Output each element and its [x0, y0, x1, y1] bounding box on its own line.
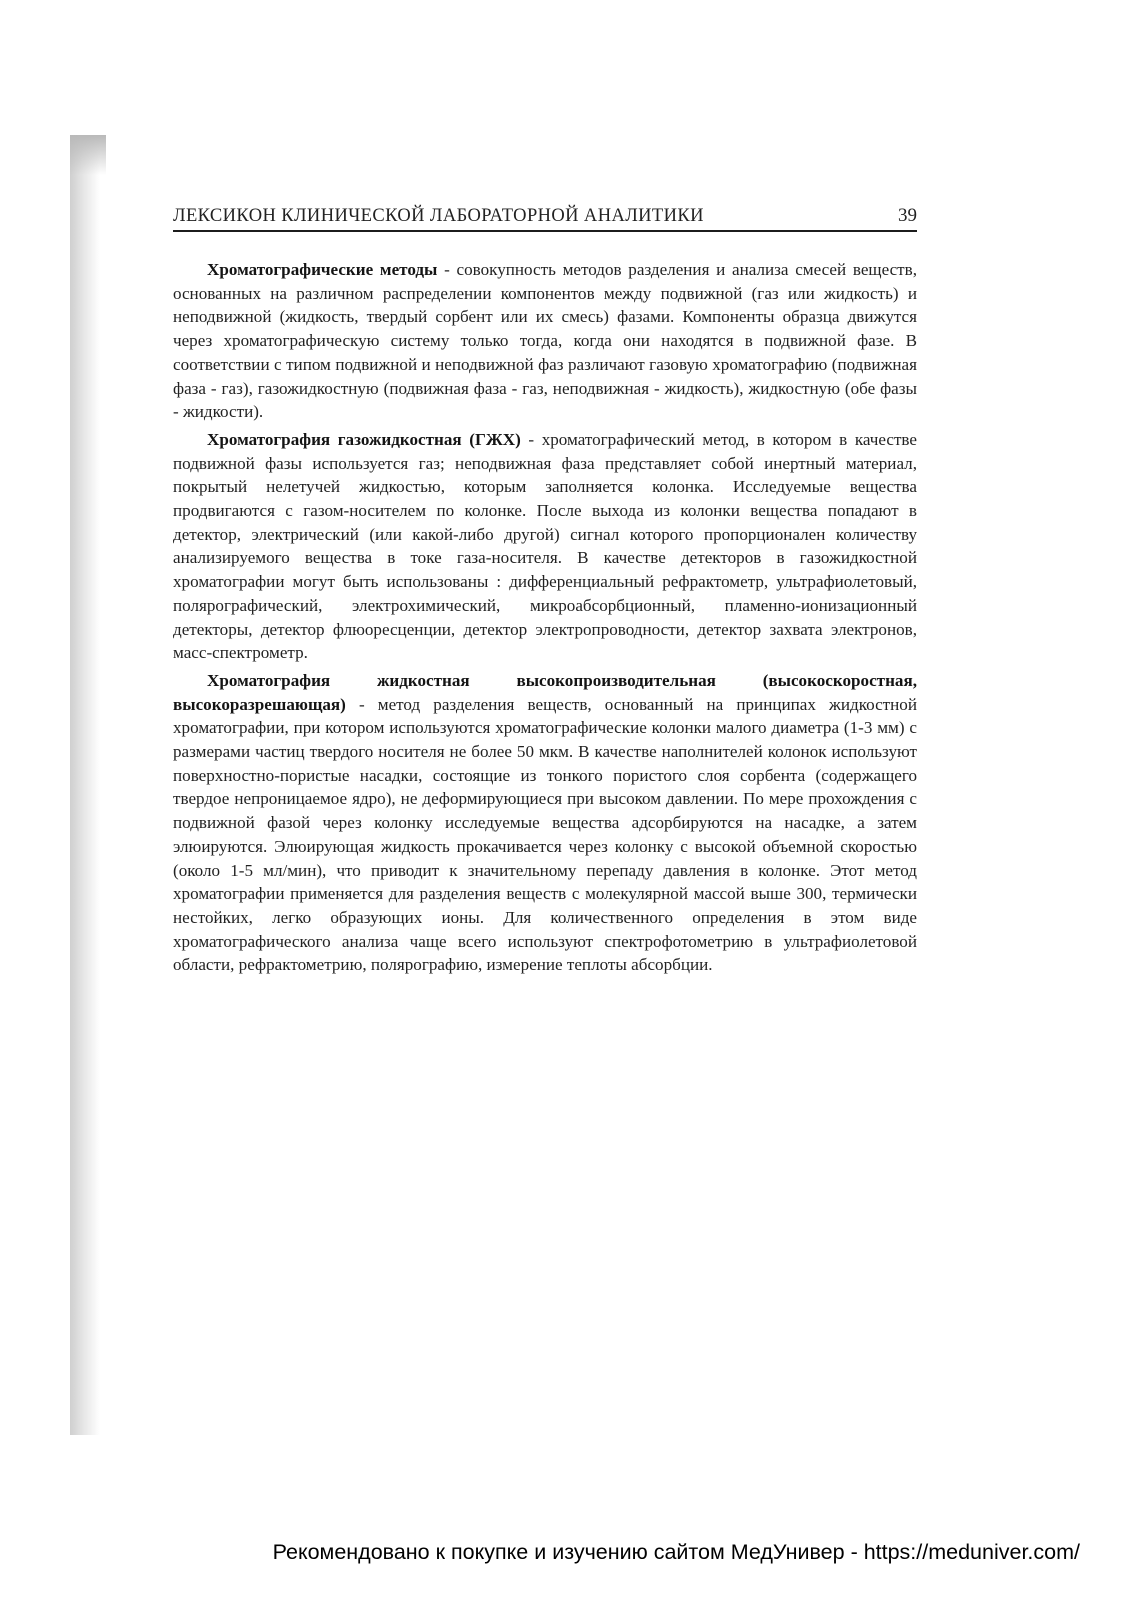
lexicon-entry — [173, 428, 917, 665]
entry-definition: - метод разделения веществ, основанный на принципах жидкостной хроматографии, при котором используются хроматографические колонки малого диаметра (1-3 мм) с размерами частиц твердого носителя не более 50 мкм. В качестве наполнителей колонок используют поверхностно-пористые насадки, состоящие из тонкого пористого слоя сорбента (содержащего твердое непроницаемое ядро), не деформирующиеся при высоком давлении. По мере прохождения с подвижной фазой через колонку исследуемые вещества адсорбируются на насадке, а затем элюируются. Элюирующая жидкость прокачивается через колонку с высокой объемной скоростью (около 1-5 мл/мин), что приводит к значительному перепаду давления в колонке. Этот метод хроматографии применяется для разделения веществ с молекулярной массой выше 300, термически нестойких, легко образующих ионы. Для количественного определения в этом виде хроматографического анализа чаще всего используют спектрофотометрию в ультрафиолетовой области, рефрактометрию, полярографию, измерение теплоты абсорбции. — [173, 694, 917, 975]
entry-term: Хроматографические методы — [207, 260, 438, 279]
lexicon-entry — [173, 669, 917, 977]
entry-definition: - хроматографический метод, в котором в качестве подвижной фазы используется газ; неподвижная фаза представляет собой инертный материал, покрытый нелетучей жидкостью, которым заполняется колонка. Исследуемые вещества продвигаются с газом-носителем по колонке. После выхода из колонки вещества попадают в детектор, электрический (или какой-либо другой) сигнал которого пропорционален количеству анализируемого вещества в токе газа-носителя. В качестве детекторов в газожидкостной хроматографии могут быть использованы : дифференциальный рефрактометр, ультрафиолетовый, полярографический, электрохимический, микроабсорбционный, пламенно-ионизационный детекторы, детектор флюоресценции, детектор электропроводности, детектор захвата электронов, масс-спектрометр. — [173, 429, 917, 663]
page-corner-shadow — [70, 135, 106, 175]
entry-definition: - совокупность методов разделения и анализа смесей веществ, основанных на различном распределении компонентов между подвижной (газ или жидкость) и неподвижной (жидкость, твердый сорбент или их смесь) фазами. Компоненты образца движутся через хроматографическую систему только тогда, когда они находятся в подвижной фазе. В соответствии с типом подвижной и неподвижной фаз различают газовую хроматографию (подвижная фаза - газ), газожидкостную (подвижная фаза - газ, неподвижная - жидкость), жидкостную (обе фазы - жидкости). — [173, 260, 917, 422]
book-page — [173, 205, 917, 977]
lexicon-entry — [173, 258, 917, 424]
page-number: 39 — [898, 205, 917, 226]
footer-recommendation: Рекомендовано к покупке и изучению сайтом МедУнивер - https://meduniver.com/ — [272, 1540, 1080, 1564]
page-binding-shadow — [70, 135, 100, 1435]
header-title: ЛЕКСИКОН КЛИНИЧЕСКОЙ ЛАБОРАТОРНОЙ АНАЛИТИКИ — [173, 206, 704, 226]
running-header — [173, 205, 917, 232]
entry-term: Хроматография газожидкостная (ГЖХ) — [207, 429, 521, 449]
entry-term: Хроматография жидкостная высокопроизводительная (высокоскоростная, высокоразрешающая) — [173, 670, 917, 714]
lexicon-entries — [173, 258, 917, 977]
